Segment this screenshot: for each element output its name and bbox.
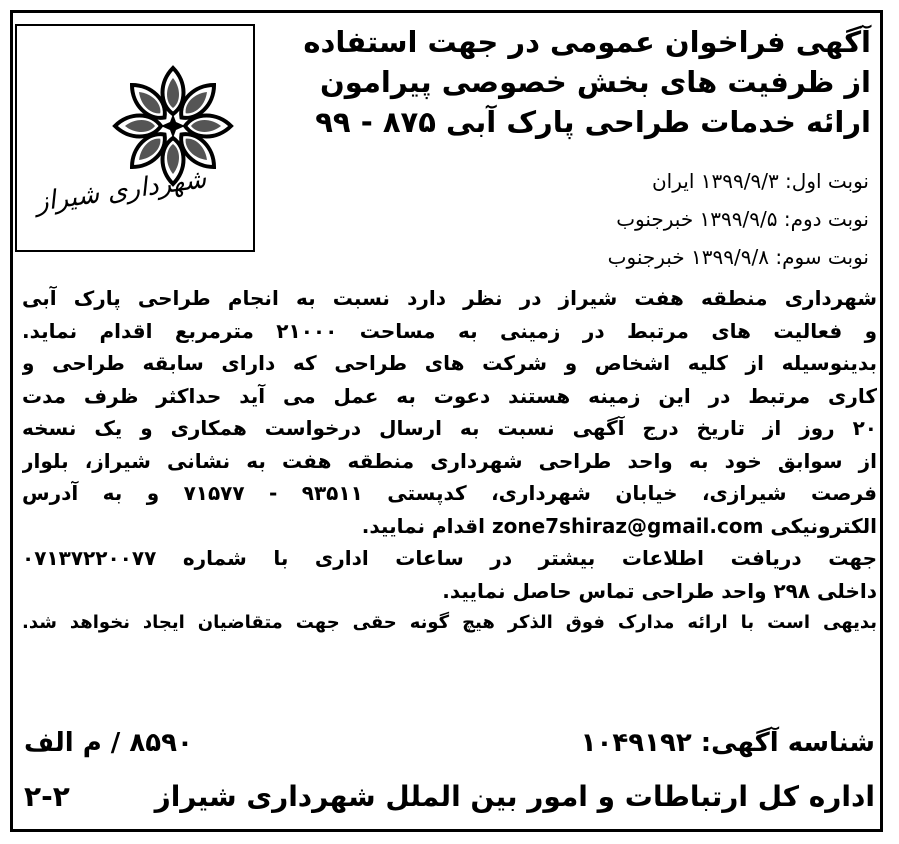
logo-box [15,24,255,252]
title-line-2: از ظرفیت های بخش خصوصی پیرامون [320,65,871,99]
logo-text: شهرداری شیراز [33,164,209,218]
footer-number: ۲-۲ [24,780,70,813]
shiraz-municipality-star-logo-icon [17,26,253,250]
body-line-disclaimer: بدیهی است با ارائه مدارک فوق الذکر هیچ گونه حقی جهت متقاضیان ایجاد نخواهد شد. [22,612,877,633]
body-line: داخلی ۲۹۸ واحد طراحی تماس حاصل نمایید. [442,578,877,603]
title-line-3: ارائه خدمات طراحی پارک آبی ۸۷۵ - ۹۹ [315,105,871,139]
body-line: جهت دریافت اطلاعات بیشتر در ساعات اداری با شماره ۰۷۱۳۷۲۲۰۰۷۷ [22,546,877,570]
body-line-email: الکترونیکی zone7shiraz@gmail.com اقدام نمایید. [361,513,877,538]
body-line: کاری مرتبط در این زمینه هستند دعوت به عمل می آید حداکثر ظرف مدت [22,383,877,408]
body-line: و فعالیت های مرتبط در زمینی به مساحت ۲۱۰۰۰ مترمربع اقدام نماید. [22,318,877,343]
notice-first: نوبت اول: ۱۳۹۹/۹/۳ ایران [651,169,869,193]
body-line: ۲۰ روز از تاریخ درج آگهی نسبت به ارسال درخواست همکاری و یک نسخه [22,416,877,440]
body-line: بدینوسیله از کلیه اشخاص و شرکت های طراحی که دارای سابقه طراحی و [22,351,877,375]
ad-id-row [24,728,875,772]
notice-second: نوبت دوم: ۱۳۹۹/۹/۵ خبرجنوب [616,207,869,231]
ad-id-label: شناسه آگهی: ۱۰۴۹۱۹۲ [580,728,875,758]
footer [24,780,875,824]
notice-third: نوبت سوم: ۱۳۹۹/۹/۸ خبرجنوب [607,245,869,269]
footer-department: اداره کل ارتباطات و امور بین الملل شهرداری شیراز [154,780,875,813]
body-line: فرصت شیرازی، خیابان شهرداری، کدپستی ۹۳۵۱۱ - ۷۱۵۷۷ و به آدرس [22,481,877,505]
body-line: از سوابق خود به واحد طراحی شهرداری منطقه هفت به نشانی شیراز، بلوار [22,448,877,473]
title-line-1: آگهی فراخوان عمومی در جهت استفاده [303,25,871,59]
ad-id-code: ۸۵۹۰ / م الف [24,728,193,758]
announcement-body [22,282,877,640]
body-line: شهرداری منطقه هفت شیراز در نظر دارد نسبت به انجام طراحی پارک آبی [22,286,877,310]
